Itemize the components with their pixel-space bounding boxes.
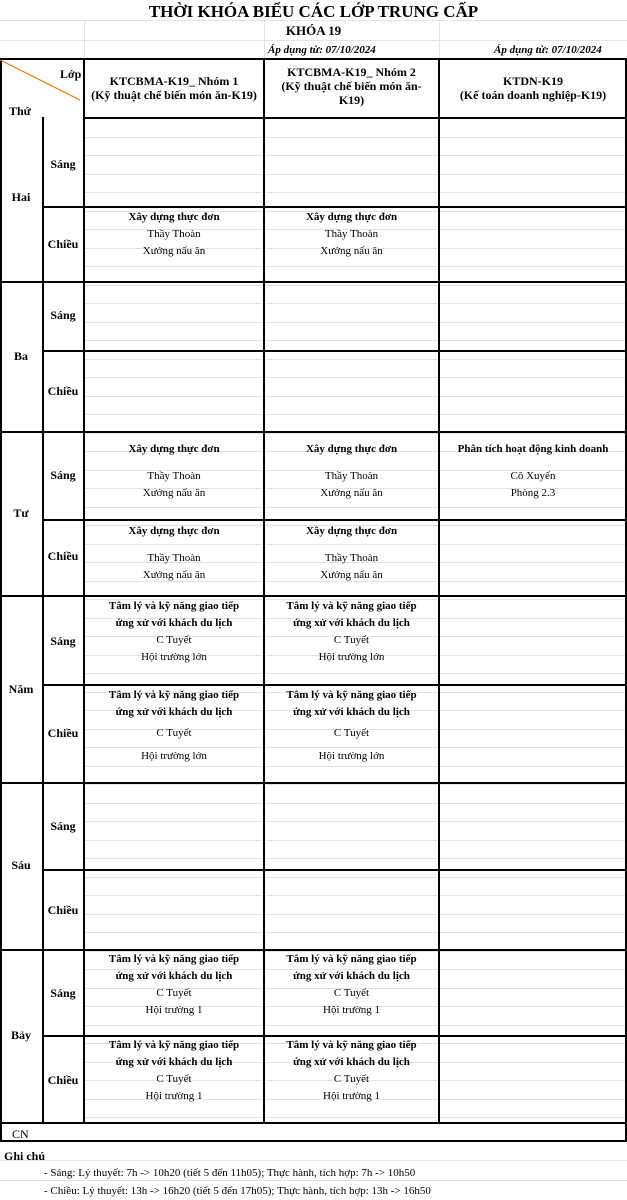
grid-row-line <box>84 322 627 323</box>
class-cell: Phân tích hoạt động kinh doanh Cô Xuyến Phòng 2.3 <box>457 443 609 499</box>
class-cell: Tâm lý và kỹ năng giao tiếp ứng xử với khách du lịch C Tuyết Hội trường 1 <box>108 1039 240 1102</box>
grid-row-line <box>84 359 627 360</box>
table-border <box>0 595 627 597</box>
session-label: Chiều <box>47 237 79 251</box>
grid-row-line <box>84 673 627 674</box>
session-label: Sáng <box>50 468 76 482</box>
table-border <box>0 281 627 283</box>
session-label: Chiều <box>47 903 79 917</box>
session-label: Sáng <box>50 157 76 171</box>
grid-row-line <box>84 303 627 304</box>
class-cell: Tâm lý và kỹ năng giao tiếp ứng xử với khách du lịch C Tuyết Hội trường lớn <box>108 689 240 762</box>
class-cell: Xây dựng thực đơn Thầy Thoàn Xưởng nấu ăn <box>128 443 220 499</box>
grid-row-line <box>84 877 627 878</box>
column-header-ktdn: KTDN-K19 (Kế toán doanh nghiệp-K19) <box>459 74 607 102</box>
session-label: Sáng <box>50 634 76 648</box>
session-label: Chiều <box>47 726 79 740</box>
table-border <box>0 1122 627 1124</box>
apply-date-left: Áp dụng từ: 07/10/2024 <box>268 44 376 56</box>
grid-row-line <box>84 507 627 508</box>
grid-row-line <box>84 377 627 378</box>
table-border <box>0 58 627 60</box>
grid-row-line <box>84 285 627 286</box>
session-label: Sáng <box>50 308 76 322</box>
grid-row-line <box>84 821 627 822</box>
day-label-nam: Năm <box>8 682 34 696</box>
class-cell: Tâm lý và kỹ năng giao tiếp ứng xử với khách du lịch C Tuyết Hội trường lớn <box>286 600 417 663</box>
grid-row-line <box>0 40 627 41</box>
grid-row-line <box>84 914 627 915</box>
grid-row-line <box>84 192 627 193</box>
grid-row-line <box>84 784 627 785</box>
grid-row-line <box>84 1025 627 1026</box>
grid-row-line <box>84 396 627 397</box>
session-label: Sáng <box>50 819 76 833</box>
column-header-group2: KTCBMA-K19_ Nhóm 2 (Kỹ thuật chế biến món ăn- K19) <box>281 65 422 107</box>
day-label-cn: CN <box>12 1127 29 1141</box>
table-border <box>0 782 627 784</box>
grid-row-line <box>84 932 627 933</box>
page-title: THỜI KHÓA BIỂU CÁC LỚP TRUNG CẤP <box>148 2 479 21</box>
session-label: Chiều <box>47 549 79 563</box>
table-border <box>0 58 2 1140</box>
day-label-hai: Hai <box>11 190 31 204</box>
class-cell: Tâm lý và kỹ năng giao tiếp ứng xử với khách du lịch C Tuyết Hội trường 1 <box>286 953 417 1016</box>
day-label-tu: Tư <box>13 506 29 520</box>
grid-row-line <box>84 155 627 156</box>
day-label-bay: Bảy <box>10 1028 31 1042</box>
table-border <box>42 206 627 208</box>
class-cell: Xây dựng thực đơn Thầy Thoàn Xưởng nấu ăn <box>305 525 398 581</box>
class-cell: Xây dựng thực đơn Thầy Thoàn Xưởng nấu ăn <box>305 443 398 499</box>
notes-line: - Chiều: Lý thuyết: 13h -> 16h20 (tiết 5 đến 17h05); Thực hành, tích hợp: 13h -> 16h50 <box>44 1185 431 1197</box>
column-header-group1: KTCBMA-K19_ Nhóm 1 (Kỹ thuật chế biến món ăn-K19) <box>91 74 257 102</box>
session-label: Chiều <box>47 1073 79 1087</box>
header-class-label: Lớp <box>60 67 82 81</box>
class-cell: Xây dựng thực đơn Thầy Thoàn Xưởng nấu ăn <box>128 525 220 581</box>
class-cell: Xây dựng thực đơn Thầy Thoàn Xưởng nấu ăn <box>305 211 398 257</box>
table-border <box>42 350 627 352</box>
table-border <box>0 1140 627 1142</box>
grid-row-line <box>0 1160 627 1161</box>
notes-label: Ghi chú <box>4 1149 46 1163</box>
day-label-ba: Ba <box>13 349 28 363</box>
apply-date-right: Áp dụng từ: 07/10/2024 <box>494 44 602 56</box>
table-border <box>0 431 627 433</box>
session-label: Sáng <box>50 986 76 1000</box>
notes-line: - Sáng: Lý thuyết: 7h -> 10h20 (tiết 5 đến 11h05); Thực hành, tích hợp: 7h -> 10h50 <box>44 1167 416 1179</box>
grid-row-line <box>84 766 627 767</box>
grid-row-line <box>84 433 627 434</box>
table-border <box>42 519 627 521</box>
class-cell: Xây dựng thực đơn Thầy Thoàn Xưởng nấu ăn <box>128 211 220 257</box>
class-cell: Tâm lý và kỹ năng giao tiếp ứng xử với khách du lịch C Tuyết Hội trường lớn <box>286 689 417 762</box>
class-cell: Tâm lý và kỹ năng giao tiếp ứng xử với khách du lịch C Tuyết Hội trường lớn <box>108 600 240 663</box>
class-cell: Tâm lý và kỹ năng giao tiếp ứng xử với khách du lịch C Tuyết Hội trường 1 <box>108 953 240 1016</box>
grid-row-line <box>84 895 627 896</box>
grid-row-line <box>84 266 627 267</box>
table-border <box>84 117 627 119</box>
header-day-label: Thứ <box>9 104 31 118</box>
table-border <box>42 869 627 871</box>
table-border <box>42 684 627 686</box>
grid-row-line <box>84 858 627 859</box>
session-label: Chiều <box>47 384 79 398</box>
grid-row-line <box>84 137 627 138</box>
day-label-sau: Sáu <box>11 858 31 872</box>
course-label: KHÓA 19 <box>285 23 342 38</box>
grid-row-line <box>84 174 627 175</box>
table-border <box>42 117 44 1122</box>
grid-row-line <box>84 803 627 804</box>
grid-row-line <box>84 1117 627 1118</box>
grid-row-line <box>84 414 627 415</box>
grid-row-line <box>84 340 627 341</box>
grid-row-line <box>84 840 627 841</box>
grid-row-line <box>0 1180 627 1181</box>
class-cell: Tâm lý và kỹ năng giao tiếp ứng xử với khách du lịch C Tuyết Hội trường 1 <box>286 1039 417 1102</box>
